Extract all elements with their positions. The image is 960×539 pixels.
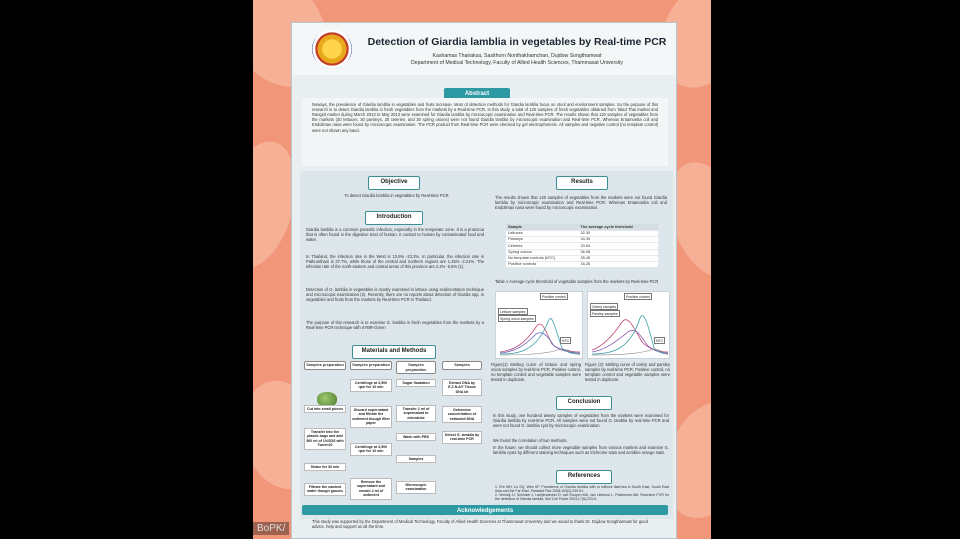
conclusion-paragraph-3: In the future, we should collect more vegetable samples from various markets and examine G. lamblia cysts by different staining techniques such as trichrome stain and acridine orange stain. <box>493 445 669 456</box>
abstract-text: Noways, the prevalence of Giardia lamblia in vegetables and fruits increase. Most of detection methods for Giardia lamblia focus on stool and environment samples. So the purpose of this research is to detect Giardia lamblia in fresh vegetables from the markets by a Real-time PCR. In this study, a total of 120 samples of fresh vegetables obtained from Talad Thai market and Rangsit market during March 2013 to May 2013 were examined for Giardia lamblia by microscopic examination and Real-time PCR. The results shown that 120 samples of vegetables from the markets (30 lettuces, 30 parsleys, 30 celeries, and 30 spring onions) were not found Giardia lamblia by microscopic examination and Real-time PCR. Whereas Entamoeba coli and Endolimax nana were found by microscopic examination. The PCR product from Real-time PCR were checked by gel electrophoresis. All samples and negative control (no template control) were not shown any band. <box>312 102 658 133</box>
table-cell: Celeries <box>506 243 578 249</box>
figure-1-plot <box>496 292 583 359</box>
flow-step-2-2: Centrifuge at 3,500 rpm for 10 min <box>350 379 392 392</box>
table-cell: 34.39 <box>578 237 658 243</box>
table-cell: Positive controls <box>506 262 578 268</box>
poster-department: Department of Medical Technology, Faculty of Allied Health Sciences, Thammasat University <box>411 60 623 66</box>
abstract-heading: Abstract <box>444 88 510 102</box>
poster-title: Detection of Giardia lamblia in vegetables by Real-time PCR <box>367 36 667 48</box>
flow-step-4-2: Extract DNA by E.Z.N.A® Tissue DNA kit <box>442 379 482 396</box>
flow-step-1-1: Samples preparation <box>304 361 346 370</box>
table-header-ct: The average cycle threshold <box>578 224 658 230</box>
introduction-paragraph-1: Giardia lamblia is a common parasitic infection, especially in the temperate zone. It is a protozoa that is often found in the digestive tract of human. It contact to human by contaminated food and water. <box>306 227 484 243</box>
figure-2-melting-curve <box>587 291 670 359</box>
introduction-paragraph-4: The purpose of this research is to examine G. lamblia in fresh vegetables from the markets by a Real-time PCR technique with SYBR-Green <box>306 320 484 331</box>
flow-step-1-5: Filtrate the washed water though gauzes <box>304 483 346 496</box>
flow-step-4-1: Samples <box>442 361 482 370</box>
flow-step-2-3: Discard supernatant and filtrate the sediment though filter paper <box>350 406 392 428</box>
flow-step-3-1: Samples preparation <box>396 361 436 374</box>
flow-step-3-6: Microscopic examination <box>396 481 436 494</box>
methods-heading: Materials and Methods <box>352 345 436 359</box>
reference-1: 1. Erb WH, Lu SQ, Wen SF. Prevalence of Giardia lamblia with or without diarrhea in South East, South East Asia and the Far East. Parasitol Res 2008;103(2):239-51. <box>495 485 669 494</box>
table-cell: 32.30 <box>578 230 658 236</box>
results-text: The results shown that 120 samples of vegetables from the markets were not found Giardia lamblia by microscopic examination and Real-time PCR. Whereas Entamoeba coli and Endolimax nana were found by microscopic examination. <box>495 195 667 211</box>
flow-step-3-4: Wash with PBS <box>396 433 436 441</box>
conclusion-paragraph-2: We found the correlation of two methods. <box>493 438 568 443</box>
figure-2-caption: Figure (2): Melting curve of celery and parsley samples by real-time PCR. Positive control, no template control and vegetable samples were tested in duplicate. <box>585 362 670 383</box>
table-row <box>506 262 658 268</box>
introduction-paragraph-3: Detection of G. lamblia in vegetables is mostly examined in lettuce using sedimentation technique and microscopic examination (2). Recently, there are no reports about detection of Giardia spp. in vegetables and fruits from the markets by Real-time PCR in Thailand. <box>306 287 484 303</box>
figure-2-label-positive: Positive control <box>626 294 650 299</box>
poster-header <box>292 23 677 75</box>
introduction-paragraph-2: In Thailand, the infection rate in the West is 13.6% -23.3%. In particular, the infection rate in Pathumthani is 37.7%, while those of the central and northern regions are 1.25% -2.21%. The infection rate of the north-eastern and central areas of this province are 2.2% -6.5% (1). <box>306 254 484 270</box>
flow-step-3-3: Transfer 2 ml of supernatant to microtube <box>396 405 436 422</box>
corner-overlay-text: BoPK/ <box>253 522 289 535</box>
flow-step-1-2: Cut into small pieces <box>304 405 346 413</box>
table-caption: Table 1 Average cycle threshold of vegetable samples from the markets by Real-time PCR <box>495 279 659 284</box>
flow-step-2-5: Remove the supernatant and remain 2 ml of sediment <box>350 478 392 500</box>
results-table <box>506 224 658 267</box>
introduction-heading: Introduction <box>365 211 423 225</box>
figure-2-label-parsley: Parsley samples <box>592 311 618 316</box>
flow-step-1-3: Transfer into the plastic bags and add 500 ml of 1%SDS with Tween20 <box>304 428 346 450</box>
research-poster <box>291 22 677 539</box>
flow-step-2-1: Samples preparation <box>350 361 392 370</box>
university-seal-logo <box>312 30 352 68</box>
flow-step-1-4: Shake for 30 min <box>304 463 346 471</box>
figure-1-label-lettuce: Lettuce samples <box>500 309 526 314</box>
table-header-sample: Sample <box>506 224 578 230</box>
table-cell: No template controls (NTC) <box>506 255 578 261</box>
table-cell: 35.45 <box>578 255 658 261</box>
flow-step-4-3: Determine concentration of extracted DNA <box>442 406 482 423</box>
reference-2: 2. Verweij JJ, Schinkel J, Laeijendecker D, van Rooyen MA, van Lieshout L, Polderman AM. Real-time PCR for the detection of Giardia lamblia. Mol Cell Probe 2003;17(5):223-5. <box>495 493 669 502</box>
poster-authors: Kashamas Thairaksa, Sasithorn Nonthakhamchan, Dujdow Songthamwat <box>432 53 602 59</box>
objective-heading: Objective <box>368 176 420 190</box>
figure-2-label-ntc: NTC <box>656 338 664 343</box>
table-cell: Spring onions <box>506 249 578 255</box>
acknowledgements-text: This study was supported by the Department of Medical Technology, Faculty of Allied Health Sciences at Thammasat University and we would to thank Dr. Dujdow Songthamwat for good advice, help and support us all the time. <box>312 519 648 530</box>
figure-1-melting-curve <box>495 291 583 359</box>
results-heading: Results <box>556 176 608 190</box>
conclusion-heading: Conclusion <box>556 396 612 410</box>
conclusion-paragraph-1: In this study, one hundred twenty samples of vegetables from the markets were examined for Giardia lamblia by real-time PCR. All samples were not found G. lamblia by real-time PCR and were not found G. lamblia cyst by microscopic examination. <box>493 413 669 429</box>
figure-1-label-spring-onion: Spring onion samples <box>500 316 534 321</box>
flow-step-3-5: Samples <box>396 455 436 463</box>
flow-step-3-2: Sugar floatation <box>396 379 436 387</box>
figure-1-label-ntc: NTC <box>562 338 570 343</box>
flow-step-4-4: Detect G. lamblia by real-time PCR <box>442 431 482 444</box>
references-heading: References <box>556 470 612 484</box>
table-cell: 36.08 <box>578 249 658 255</box>
figure-1-caption: Figure(1) Melting curve of lettuce and spring onion samples by real-time PCR. Positive control, no template control and vegetable samples were tested in duplicate. <box>491 362 581 383</box>
table-cell: 33.54 <box>578 243 658 249</box>
flow-step-2-4: Centrifuge at 3,500 rpm for 10 min <box>350 443 392 456</box>
table-cell: 16.26 <box>578 262 658 268</box>
objective-text: To detect Giardia lamblia in vegetables by Real-time PCR. <box>344 193 450 198</box>
acknowledgements-heading: Acknowledgements <box>302 505 668 515</box>
figure-1-label-positive: Positive control <box>542 294 566 299</box>
table-cell: Lettuces <box>506 230 578 236</box>
figure-2-label-celery: Celery samples <box>592 304 617 309</box>
table-cell: Parsleys <box>506 237 578 243</box>
